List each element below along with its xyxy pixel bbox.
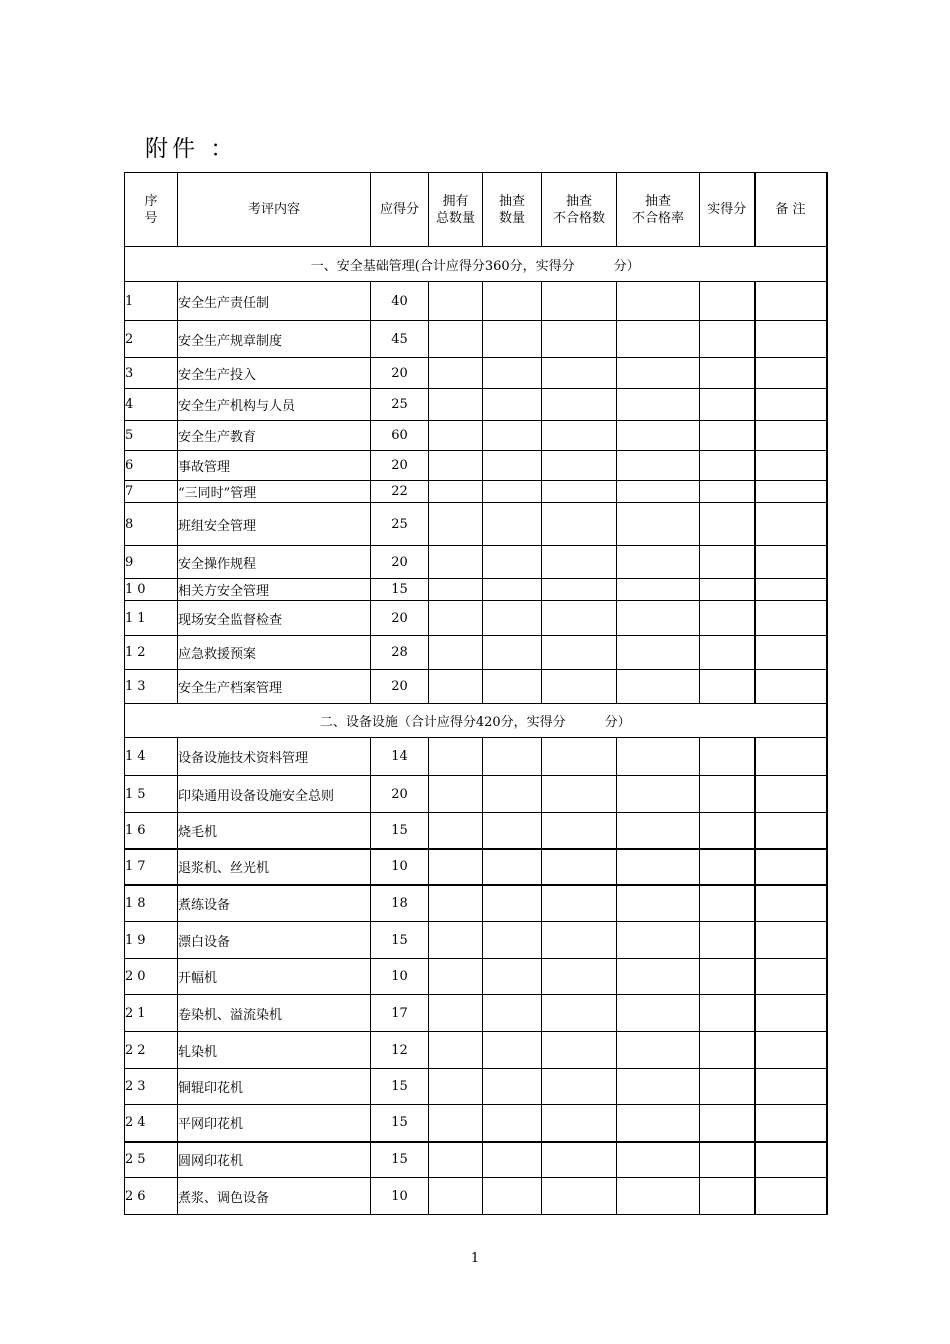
cell-fail-rate xyxy=(617,503,700,546)
cell-remark xyxy=(755,282,827,321)
row-score: 15 xyxy=(371,1069,429,1105)
row-item: “三同时”管理 xyxy=(178,481,371,503)
cell-fail-rate xyxy=(617,481,700,503)
row-number: 24 xyxy=(125,1105,178,1142)
cell-fail-rate xyxy=(617,738,700,776)
cell-remark xyxy=(755,636,827,670)
cell-owned xyxy=(429,579,483,601)
cell-fail-rate xyxy=(617,451,700,481)
cell-remark xyxy=(755,358,827,389)
cell-owned xyxy=(429,1178,483,1215)
cell-remark xyxy=(755,922,827,959)
cell-fail-count xyxy=(542,636,617,670)
row-score: 60 xyxy=(371,421,429,451)
row-score: 45 xyxy=(371,321,429,358)
cell-sampled xyxy=(483,1069,542,1105)
row-score: 20 xyxy=(371,601,429,636)
table-row xyxy=(125,849,827,885)
cell-sampled xyxy=(483,1142,542,1178)
cell-owned xyxy=(429,481,483,503)
table-row xyxy=(125,546,827,579)
row-number: 16 xyxy=(125,813,178,849)
row-item: 班组安全管理 xyxy=(178,503,371,546)
cell-owned xyxy=(429,1105,483,1142)
cell-actual xyxy=(700,421,755,451)
row-score: 20 xyxy=(371,776,429,813)
table-row xyxy=(125,813,827,849)
row-item: 铜辊印花机 xyxy=(178,1069,371,1105)
row-item: 圆网印花机 xyxy=(178,1142,371,1178)
row-item: 安全生产规章制度 xyxy=(178,321,371,358)
row-item: 退浆机、丝光机 xyxy=(178,849,371,885)
cell-fail-rate xyxy=(617,1142,700,1178)
cell-sampled xyxy=(483,451,542,481)
cell-fail-rate xyxy=(617,995,700,1032)
row-score: 15 xyxy=(371,1142,429,1178)
cell-remark xyxy=(755,579,827,601)
cell-fail-rate xyxy=(617,389,700,421)
row-number: 15 xyxy=(125,776,178,813)
row-score: 15 xyxy=(371,1105,429,1142)
row-item: 轧染机 xyxy=(178,1032,371,1069)
col-header-fail-count: 抽查 不合格数 xyxy=(542,173,617,247)
cell-owned xyxy=(429,601,483,636)
table-row xyxy=(125,670,827,704)
table-row xyxy=(125,1142,827,1178)
row-item: 安全生产机构与人员 xyxy=(178,389,371,421)
cell-fail-count xyxy=(542,601,617,636)
cell-remark xyxy=(755,546,827,579)
row-number: 25 xyxy=(125,1142,178,1178)
cell-actual xyxy=(700,670,755,704)
cell-fail-count xyxy=(542,421,617,451)
row-number: 2 xyxy=(125,321,178,358)
col-header-sampled: 抽查 数量 xyxy=(483,173,542,247)
cell-remark xyxy=(755,481,827,503)
cell-fail-count xyxy=(542,1178,617,1215)
cell-fail-rate xyxy=(617,1032,700,1069)
cell-remark xyxy=(755,321,827,358)
cell-sampled xyxy=(483,885,542,922)
col-header-score: 应得分 xyxy=(371,173,429,247)
cell-fail-rate xyxy=(617,358,700,389)
cell-remark xyxy=(755,738,827,776)
cell-fail-rate xyxy=(617,959,700,995)
row-score: 20 xyxy=(371,451,429,481)
cell-remark xyxy=(755,959,827,995)
cell-owned xyxy=(429,1032,483,1069)
cell-fail-rate xyxy=(617,636,700,670)
cell-fail-count xyxy=(542,738,617,776)
cell-remark xyxy=(755,601,827,636)
col-header-content: 考评内容 xyxy=(178,173,371,247)
table-row xyxy=(125,1178,827,1215)
cell-actual xyxy=(700,1069,755,1105)
cell-owned xyxy=(429,776,483,813)
row-item: 烧毛机 xyxy=(178,813,371,849)
page-number: 1 xyxy=(470,1251,480,1266)
row-number: 6 xyxy=(125,451,178,481)
cell-fail-rate xyxy=(617,1178,700,1215)
row-score: 10 xyxy=(371,849,429,885)
row-item: 应急救援预案 xyxy=(178,636,371,670)
cell-remark xyxy=(755,1178,827,1215)
cell-fail-rate xyxy=(617,922,700,959)
cell-fail-rate xyxy=(617,670,700,704)
cell-remark xyxy=(755,995,827,1032)
cell-sampled xyxy=(483,321,542,358)
table-row xyxy=(125,481,827,503)
cell-fail-rate xyxy=(617,601,700,636)
cell-actual xyxy=(700,358,755,389)
col-header-fail-rate: 抽查 不合格率 xyxy=(617,173,700,247)
row-item: 设备设施技术资料管理 xyxy=(178,738,371,776)
cell-remark xyxy=(755,1069,827,1105)
cell-sampled xyxy=(483,421,542,451)
row-score: 17 xyxy=(371,995,429,1032)
cell-fail-count xyxy=(542,579,617,601)
cell-sampled xyxy=(483,922,542,959)
row-score: 15 xyxy=(371,579,429,601)
row-number: 9 xyxy=(125,546,178,579)
cell-remark xyxy=(755,389,827,421)
cell-owned xyxy=(429,849,483,885)
cell-sampled xyxy=(483,579,542,601)
cell-remark xyxy=(755,451,827,481)
cell-actual xyxy=(700,813,755,849)
cell-sampled xyxy=(483,1178,542,1215)
section-title: 一、安全基础管理(合计应得分360分，实得分 分） xyxy=(125,247,827,282)
cell-fail-count xyxy=(542,849,617,885)
row-score: 40 xyxy=(371,282,429,321)
row-item: 安全生产投入 xyxy=(178,358,371,389)
cell-sampled xyxy=(483,1105,542,1142)
cell-sampled xyxy=(483,813,542,849)
cell-fail-count xyxy=(542,546,617,579)
cell-remark xyxy=(755,885,827,922)
row-item: 煮练设备 xyxy=(178,885,371,922)
cell-owned xyxy=(429,959,483,995)
table-row xyxy=(125,995,827,1032)
row-item: 卷染机、溢流染机 xyxy=(178,995,371,1032)
cell-fail-count xyxy=(542,481,617,503)
cell-actual xyxy=(700,995,755,1032)
row-item: 煮浆、调色设备 xyxy=(178,1178,371,1215)
table-row xyxy=(125,885,827,922)
row-number: 26 xyxy=(125,1178,178,1215)
cell-fail-count xyxy=(542,959,617,995)
cell-fail-count xyxy=(542,995,617,1032)
row-item: 开幅机 xyxy=(178,959,371,995)
row-score: 20 xyxy=(371,670,429,704)
cell-fail-rate xyxy=(617,813,700,849)
row-number: 18 xyxy=(125,885,178,922)
cell-fail-count xyxy=(542,885,617,922)
cell-fail-rate xyxy=(617,885,700,922)
row-score: 28 xyxy=(371,636,429,670)
cell-fail-count xyxy=(542,1032,617,1069)
cell-sampled xyxy=(483,389,542,421)
cell-fail-count xyxy=(542,922,617,959)
row-number: 1 xyxy=(125,282,178,321)
cell-actual xyxy=(700,579,755,601)
cell-sampled xyxy=(483,481,542,503)
cell-fail-count xyxy=(542,813,617,849)
row-number: 17 xyxy=(125,849,178,885)
table-row xyxy=(125,601,827,636)
cell-sampled xyxy=(483,995,542,1032)
row-number: 23 xyxy=(125,1069,178,1105)
cell-remark xyxy=(755,813,827,849)
cell-owned xyxy=(429,885,483,922)
cell-fail-count xyxy=(542,451,617,481)
cell-owned xyxy=(429,389,483,421)
row-score: 14 xyxy=(371,738,429,776)
row-number: 12 xyxy=(125,636,178,670)
cell-owned xyxy=(429,503,483,546)
cell-remark xyxy=(755,776,827,813)
col-header-remark: 备 注 xyxy=(755,173,827,247)
cell-sampled xyxy=(483,738,542,776)
table-row xyxy=(125,282,827,321)
cell-fail-count xyxy=(542,321,617,358)
table-row xyxy=(125,503,827,546)
cell-actual xyxy=(700,389,755,421)
row-score: 12 xyxy=(371,1032,429,1069)
section-row xyxy=(125,247,827,282)
cell-owned xyxy=(429,995,483,1032)
cell-owned xyxy=(429,922,483,959)
cell-owned xyxy=(429,546,483,579)
row-item: 印染通用设备设施安全总则 xyxy=(178,776,371,813)
cell-fail-count xyxy=(542,1142,617,1178)
cell-owned xyxy=(429,321,483,358)
row-score: 15 xyxy=(371,813,429,849)
cell-owned xyxy=(429,738,483,776)
row-number: 5 xyxy=(125,421,178,451)
table-row xyxy=(125,421,827,451)
row-score: 25 xyxy=(371,389,429,421)
cell-remark xyxy=(755,1105,827,1142)
table-row xyxy=(125,738,827,776)
cell-sampled xyxy=(483,670,542,704)
table-header-row xyxy=(125,173,827,247)
cell-actual xyxy=(700,885,755,922)
row-score: 20 xyxy=(371,358,429,389)
cell-fail-count xyxy=(542,776,617,813)
cell-actual xyxy=(700,451,755,481)
cell-owned xyxy=(429,1069,483,1105)
cell-remark xyxy=(755,849,827,885)
table-row xyxy=(125,389,827,421)
cell-fail-count xyxy=(542,670,617,704)
row-item: 现场安全监督检查 xyxy=(178,601,371,636)
table-row xyxy=(125,321,827,358)
table-row xyxy=(125,1032,827,1069)
cell-fail-count xyxy=(542,1105,617,1142)
cell-fail-rate xyxy=(617,421,700,451)
cell-fail-rate xyxy=(617,321,700,358)
cell-actual xyxy=(700,776,755,813)
table-row xyxy=(125,358,827,389)
cell-owned xyxy=(429,670,483,704)
cell-actual xyxy=(700,959,755,995)
cell-fail-count xyxy=(542,282,617,321)
cell-sampled xyxy=(483,636,542,670)
row-score: 10 xyxy=(371,1178,429,1215)
cell-owned xyxy=(429,358,483,389)
cell-actual xyxy=(700,1142,755,1178)
table-row xyxy=(125,922,827,959)
cell-remark xyxy=(755,421,827,451)
cell-actual xyxy=(700,1032,755,1069)
cell-sampled xyxy=(483,282,542,321)
row-item: 安全生产档案管理 xyxy=(178,670,371,704)
section-title: 二、设备设施（合计应得分420分，实得分 分） xyxy=(125,704,827,738)
cell-actual xyxy=(700,1105,755,1142)
cell-actual xyxy=(700,503,755,546)
row-number: 22 xyxy=(125,1032,178,1069)
row-number: 14 xyxy=(125,738,178,776)
cell-actual xyxy=(700,636,755,670)
cell-fail-rate xyxy=(617,776,700,813)
row-number: 13 xyxy=(125,670,178,704)
cell-fail-count xyxy=(542,1069,617,1105)
row-item: 安全生产责任制 xyxy=(178,282,371,321)
cell-owned xyxy=(429,451,483,481)
table-row xyxy=(125,776,827,813)
cell-remark xyxy=(755,1032,827,1069)
row-item: 安全生产教育 xyxy=(178,421,371,451)
cell-sampled xyxy=(483,358,542,389)
row-number: 4 xyxy=(125,389,178,421)
cell-sampled xyxy=(483,1032,542,1069)
row-item: 安全操作规程 xyxy=(178,546,371,579)
evaluation-table xyxy=(124,172,828,1215)
attachment-label: 附件 ： xyxy=(145,136,238,162)
row-number: 21 xyxy=(125,995,178,1032)
cell-actual xyxy=(700,922,755,959)
section-row xyxy=(125,704,827,738)
cell-remark xyxy=(755,503,827,546)
cell-actual xyxy=(700,849,755,885)
row-number: 11 xyxy=(125,601,178,636)
table-row xyxy=(125,636,827,670)
cell-fail-rate xyxy=(617,579,700,601)
col-header-actual: 实得分 xyxy=(700,173,755,247)
cell-actual xyxy=(700,601,755,636)
cell-remark xyxy=(755,1142,827,1178)
row-score: 10 xyxy=(371,959,429,995)
cell-actual xyxy=(700,321,755,358)
cell-fail-rate xyxy=(617,546,700,579)
row-score: 22 xyxy=(371,481,429,503)
row-score: 18 xyxy=(371,885,429,922)
row-item: 平网印花机 xyxy=(178,1105,371,1142)
cell-fail-count xyxy=(542,389,617,421)
cell-fail-count xyxy=(542,358,617,389)
cell-actual xyxy=(700,546,755,579)
col-header-no: 序 号 xyxy=(125,173,178,247)
cell-owned xyxy=(429,636,483,670)
row-item: 相关方安全管理 xyxy=(178,579,371,601)
cell-fail-rate xyxy=(617,282,700,321)
row-number: 10 xyxy=(125,579,178,601)
cell-fail-rate xyxy=(617,1105,700,1142)
row-number: 3 xyxy=(125,358,178,389)
cell-fail-rate xyxy=(617,849,700,885)
row-number: 20 xyxy=(125,959,178,995)
cell-sampled xyxy=(483,601,542,636)
row-item: 漂白设备 xyxy=(178,922,371,959)
cell-owned xyxy=(429,421,483,451)
cell-owned xyxy=(429,282,483,321)
row-item: 事故管理 xyxy=(178,451,371,481)
row-number: 8 xyxy=(125,503,178,546)
cell-sampled xyxy=(483,546,542,579)
row-score: 15 xyxy=(371,922,429,959)
cell-fail-rate xyxy=(617,1069,700,1105)
row-score: 20 xyxy=(371,546,429,579)
cell-owned xyxy=(429,1142,483,1178)
row-score: 25 xyxy=(371,503,429,546)
cell-sampled xyxy=(483,849,542,885)
cell-sampled xyxy=(483,503,542,546)
table-row xyxy=(125,579,827,601)
row-number: 7 xyxy=(125,481,178,503)
cell-actual xyxy=(700,481,755,503)
cell-sampled xyxy=(483,776,542,813)
table-row xyxy=(125,959,827,995)
col-header-owned: 拥有 总数量 xyxy=(429,173,483,247)
cell-actual xyxy=(700,738,755,776)
row-number: 19 xyxy=(125,922,178,959)
cell-actual xyxy=(700,282,755,321)
cell-fail-count xyxy=(542,503,617,546)
cell-owned xyxy=(429,813,483,849)
table-row xyxy=(125,1105,827,1142)
cell-remark xyxy=(755,670,827,704)
table-row xyxy=(125,1069,827,1105)
table-row xyxy=(125,451,827,481)
cell-sampled xyxy=(483,959,542,995)
cell-actual xyxy=(700,1178,755,1215)
